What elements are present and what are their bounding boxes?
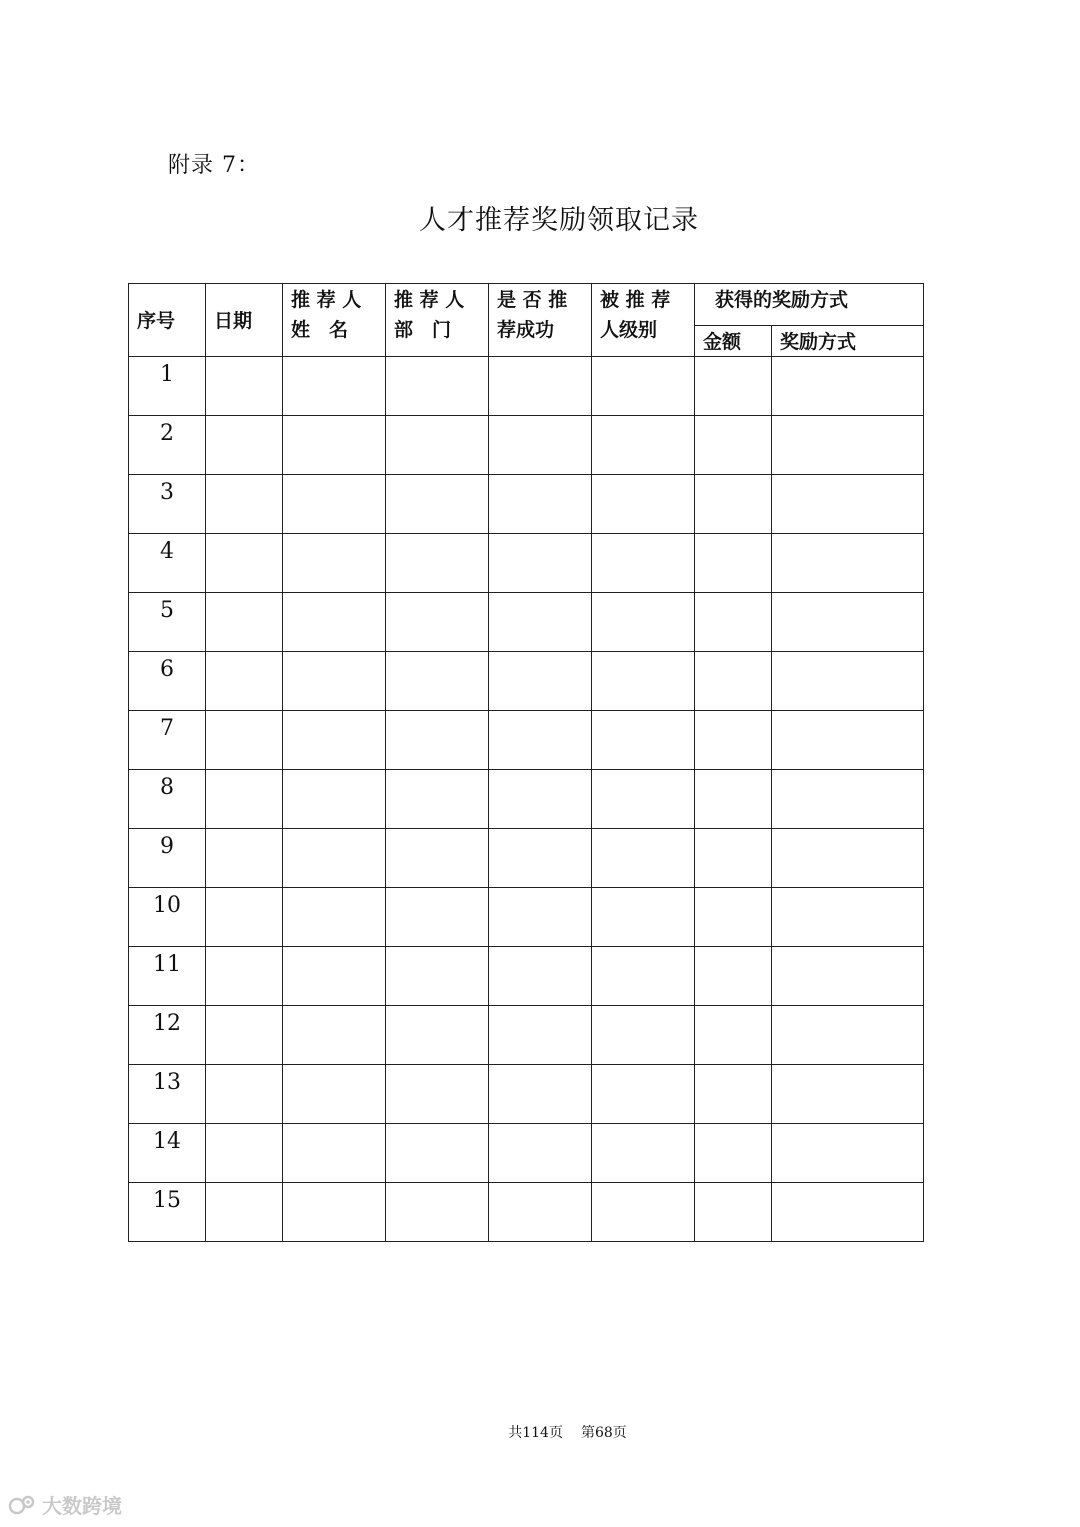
referrer-dept-cell[interactable] bbox=[386, 888, 489, 947]
referrer-dept-cell[interactable] bbox=[386, 1124, 489, 1183]
reward-method-cell[interactable] bbox=[772, 1183, 924, 1242]
reward-method-cell[interactable] bbox=[772, 770, 924, 829]
table-row bbox=[129, 829, 924, 888]
table-row bbox=[129, 593, 924, 652]
row-number: 5 bbox=[129, 593, 206, 652]
table-row bbox=[129, 947, 924, 1006]
date-cell[interactable] bbox=[206, 475, 283, 534]
referee-level-cell[interactable] bbox=[592, 1006, 695, 1065]
row-number: 9 bbox=[129, 829, 206, 888]
referee-level-cell[interactable] bbox=[592, 947, 695, 1006]
table-row bbox=[129, 652, 924, 711]
header-referrer-name: 推 荐 人 姓 名 bbox=[283, 284, 386, 357]
referral-success-cell[interactable] bbox=[489, 1006, 592, 1065]
row-number: 14 bbox=[129, 1124, 206, 1183]
referrer-dept-cell[interactable] bbox=[386, 475, 489, 534]
referrer-dept-cell[interactable] bbox=[386, 947, 489, 1006]
table-row bbox=[129, 357, 924, 416]
reward-method-cell[interactable] bbox=[772, 947, 924, 1006]
table-body bbox=[129, 357, 924, 1242]
table-row bbox=[129, 1065, 924, 1124]
amount-cell[interactable] bbox=[695, 652, 772, 711]
row-number: 15 bbox=[129, 1183, 206, 1242]
referrer-name-cell[interactable] bbox=[283, 1124, 386, 1183]
referral-success-cell[interactable] bbox=[489, 416, 592, 475]
watermark bbox=[8, 1490, 122, 1519]
amount-cell[interactable] bbox=[695, 711, 772, 770]
referee-level-cell[interactable] bbox=[592, 1124, 695, 1183]
referrer-name-cell[interactable] bbox=[283, 1006, 386, 1065]
table-row bbox=[129, 711, 924, 770]
referee-level-cell[interactable] bbox=[592, 416, 695, 475]
date-cell[interactable] bbox=[206, 1124, 283, 1183]
table-row bbox=[129, 534, 924, 593]
referrer-dept-cell[interactable] bbox=[386, 1065, 489, 1124]
referral-success-cell[interactable] bbox=[489, 357, 592, 416]
referrer-dept-cell[interactable] bbox=[386, 711, 489, 770]
amount-cell[interactable] bbox=[695, 534, 772, 593]
referrer-dept-cell[interactable] bbox=[386, 652, 489, 711]
referrer-name-cell[interactable] bbox=[283, 770, 386, 829]
referral-success-cell[interactable] bbox=[489, 829, 592, 888]
referral-success-cell[interactable] bbox=[489, 534, 592, 593]
date-cell[interactable] bbox=[206, 1183, 283, 1242]
date-cell[interactable] bbox=[206, 534, 283, 593]
amount-cell[interactable] bbox=[695, 1183, 772, 1242]
amount-cell[interactable] bbox=[695, 475, 772, 534]
date-cell[interactable] bbox=[206, 829, 283, 888]
amount-cell[interactable] bbox=[695, 770, 772, 829]
table-row bbox=[129, 770, 924, 829]
table-row bbox=[129, 1183, 924, 1242]
referrer-name-cell[interactable] bbox=[283, 711, 386, 770]
table-row bbox=[129, 1124, 924, 1183]
reward-method-cell[interactable] bbox=[772, 534, 924, 593]
referrer-name-cell[interactable] bbox=[283, 947, 386, 1006]
referee-level-cell[interactable] bbox=[592, 652, 695, 711]
referral-success-cell[interactable] bbox=[489, 1183, 592, 1242]
table-row bbox=[129, 416, 924, 475]
header-seq: 序号 bbox=[129, 284, 206, 357]
current-page: 第68页 bbox=[580, 1425, 627, 1441]
referrer-dept-cell[interactable] bbox=[386, 770, 489, 829]
referrer-dept-cell[interactable] bbox=[386, 829, 489, 888]
referee-level-cell[interactable] bbox=[592, 1065, 695, 1124]
date-cell[interactable] bbox=[206, 770, 283, 829]
reward-method-cell[interactable] bbox=[772, 829, 924, 888]
referrer-dept-cell[interactable] bbox=[386, 1183, 489, 1242]
referral-success-cell[interactable] bbox=[489, 888, 592, 947]
amount-cell[interactable] bbox=[695, 1006, 772, 1065]
referral-success-cell[interactable] bbox=[489, 593, 592, 652]
table-row bbox=[129, 1006, 924, 1065]
row-number: 11 bbox=[129, 947, 206, 1006]
row-number: 7 bbox=[129, 711, 206, 770]
table-row bbox=[129, 888, 924, 947]
referrer-name-cell[interactable] bbox=[283, 475, 386, 534]
referee-level-cell[interactable] bbox=[592, 888, 695, 947]
date-cell[interactable] bbox=[206, 357, 283, 416]
date-cell[interactable] bbox=[206, 652, 283, 711]
referrer-name-cell[interactable] bbox=[283, 1183, 386, 1242]
reward-method-cell[interactable] bbox=[772, 652, 924, 711]
reward-method-cell[interactable] bbox=[772, 888, 924, 947]
amount-cell[interactable] bbox=[695, 1124, 772, 1183]
referrer-dept-cell[interactable] bbox=[386, 1006, 489, 1065]
reward-method-cell[interactable] bbox=[772, 1124, 924, 1183]
amount-cell[interactable] bbox=[695, 888, 772, 947]
reward-method-cell[interactable] bbox=[772, 593, 924, 652]
reward-method-cell[interactable] bbox=[772, 711, 924, 770]
row-number: 10 bbox=[129, 888, 206, 947]
amount-cell[interactable] bbox=[695, 829, 772, 888]
header-referee-level: 被 推 荐 人级别 bbox=[592, 284, 695, 357]
amount-cell[interactable] bbox=[695, 1065, 772, 1124]
referrer-name-cell[interactable] bbox=[283, 534, 386, 593]
row-number: 1 bbox=[129, 357, 206, 416]
referrer-dept-cell[interactable] bbox=[386, 357, 489, 416]
reward-method-cell[interactable] bbox=[772, 1006, 924, 1065]
referral-success-cell[interactable] bbox=[489, 652, 592, 711]
referee-level-cell[interactable] bbox=[592, 1183, 695, 1242]
header-amount: 金额 bbox=[695, 326, 772, 357]
date-cell[interactable] bbox=[206, 1065, 283, 1124]
referral-success-cell[interactable] bbox=[489, 1124, 592, 1183]
amount-cell[interactable] bbox=[695, 947, 772, 1006]
header-reward-group: 获得的奖励方式 bbox=[695, 284, 924, 326]
referrer-name-cell[interactable] bbox=[283, 888, 386, 947]
referee-level-cell[interactable] bbox=[592, 829, 695, 888]
date-cell[interactable] bbox=[206, 711, 283, 770]
amount-cell[interactable] bbox=[695, 593, 772, 652]
referral-success-cell[interactable] bbox=[489, 475, 592, 534]
page-footer bbox=[0, 1422, 1080, 1442]
reward-method-cell[interactable] bbox=[772, 1065, 924, 1124]
referral-success-cell[interactable] bbox=[489, 947, 592, 1006]
watermark-text: 大数跨境 bbox=[42, 1494, 122, 1518]
amount-cell[interactable] bbox=[695, 357, 772, 416]
referee-level-cell[interactable] bbox=[592, 593, 695, 652]
date-cell[interactable] bbox=[206, 888, 283, 947]
referee-level-cell[interactable] bbox=[592, 357, 695, 416]
row-number: 6 bbox=[129, 652, 206, 711]
referrer-name-cell[interactable] bbox=[283, 593, 386, 652]
header-referrer-dept: 推 荐 人 部 门 bbox=[386, 284, 489, 357]
referrer-name-cell[interactable] bbox=[283, 829, 386, 888]
referrer-name-cell[interactable] bbox=[283, 1065, 386, 1124]
row-number: 3 bbox=[129, 475, 206, 534]
referrer-dept-cell[interactable] bbox=[386, 534, 489, 593]
referrer-dept-cell[interactable] bbox=[386, 416, 489, 475]
total-pages: 共114页 bbox=[508, 1425, 563, 1441]
brand-logo-icon bbox=[8, 1493, 38, 1517]
referrer-name-cell[interactable] bbox=[283, 652, 386, 711]
referee-level-cell[interactable] bbox=[592, 475, 695, 534]
table-row bbox=[129, 475, 924, 534]
referrer-dept-cell[interactable] bbox=[386, 593, 489, 652]
referral-success-cell[interactable] bbox=[489, 770, 592, 829]
row-number: 13 bbox=[129, 1065, 206, 1124]
row-number: 2 bbox=[129, 416, 206, 475]
header-row bbox=[129, 284, 924, 326]
document-title: 人才推荐奖励领取记录 bbox=[419, 205, 699, 236]
date-cell[interactable] bbox=[206, 593, 283, 652]
referrer-name-cell[interactable] bbox=[283, 357, 386, 416]
reward-record-table bbox=[128, 283, 924, 1242]
date-cell[interactable] bbox=[206, 947, 283, 1006]
row-number: 4 bbox=[129, 534, 206, 593]
row-number: 8 bbox=[129, 770, 206, 829]
referee-level-cell[interactable] bbox=[592, 534, 695, 593]
header-date: 日期 bbox=[206, 284, 283, 357]
header-referral-success: 是 否 推 荐成功 bbox=[489, 284, 592, 357]
referral-success-cell[interactable] bbox=[489, 1065, 592, 1124]
reward-method-cell[interactable] bbox=[772, 357, 924, 416]
reward-method-cell[interactable] bbox=[772, 475, 924, 534]
referee-level-cell[interactable] bbox=[592, 770, 695, 829]
row-number: 12 bbox=[129, 1006, 206, 1065]
referee-level-cell[interactable] bbox=[592, 711, 695, 770]
amount-cell[interactable] bbox=[695, 416, 772, 475]
reward-method-cell[interactable] bbox=[772, 416, 924, 475]
date-cell[interactable] bbox=[206, 416, 283, 475]
referral-success-cell[interactable] bbox=[489, 711, 592, 770]
referrer-name-cell[interactable] bbox=[283, 416, 386, 475]
header-reward-method: 奖励方式 bbox=[772, 326, 924, 357]
appendix-label: 附录 7： bbox=[168, 153, 260, 178]
date-cell[interactable] bbox=[206, 1006, 283, 1065]
